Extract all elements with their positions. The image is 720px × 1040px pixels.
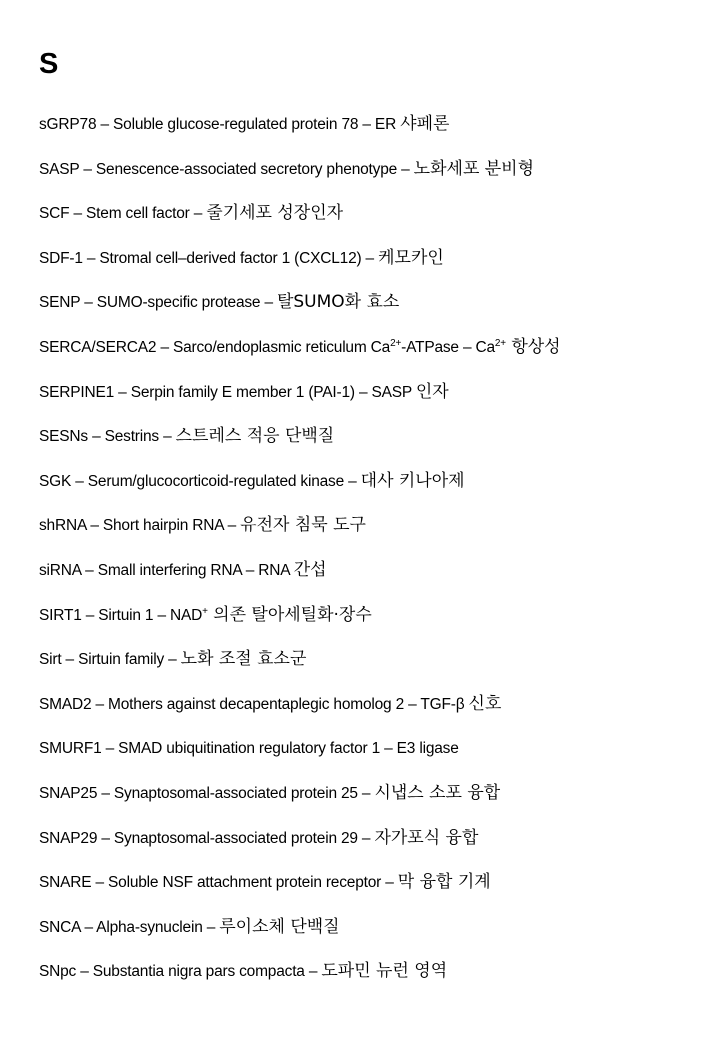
entry-korean: 자가포식 융합 xyxy=(374,827,479,848)
entry-english: Sirt – Sirtuin family – xyxy=(39,651,181,669)
entry-korean: 유전자 침묵 도구 xyxy=(240,515,366,536)
glossary-entry xyxy=(39,511,709,556)
glossary-entry xyxy=(39,155,709,200)
glossary-entry xyxy=(39,467,709,512)
entry-korean: 스트레스 적응 단백질 xyxy=(175,426,335,447)
entry-english: SESNs – Sestrins – xyxy=(39,428,176,446)
entry-english: SERCA/SERCA2 – Sarco/endoplasmic reticulum Ca xyxy=(39,338,391,356)
glossary-entry xyxy=(39,690,709,735)
glossary-entry xyxy=(39,199,709,244)
glossary-entry xyxy=(39,244,709,289)
entry-english: shRNA – Short hairpin RNA – xyxy=(39,517,241,535)
glossary-entry xyxy=(39,779,709,824)
glossary-entry xyxy=(39,422,709,467)
entry-english: SMAD2 – Mothers against decapentaplegic homolog 2 – TGF-β xyxy=(39,695,469,713)
entry-korean: 케모카인 xyxy=(378,247,444,268)
entry-superscript: 2+ xyxy=(390,337,402,349)
glossary-entry xyxy=(39,333,709,378)
glossary-list xyxy=(39,110,709,1002)
entry-english: SENP – SUMO-specific protease – xyxy=(39,294,277,312)
entry-superscript: + xyxy=(202,605,208,617)
entry-english: SNAP29 – Synaptosomal-associated protein 29 – xyxy=(39,829,375,847)
glossary-entry xyxy=(39,556,709,601)
entry-korean: 노화세포 분비형 xyxy=(413,158,535,179)
entry-english: SMURF1 – SMAD ubiquitination regulatory factor 1 – E3 ligase xyxy=(39,740,459,758)
entry-english: SIRT1 – Sirtuin 1 – NAD xyxy=(39,606,203,624)
glossary-entry xyxy=(39,913,709,958)
entry-korean: 노화 조절 효소군 xyxy=(180,649,307,670)
entry-english: SDF-1 – Stromal cell–derived factor 1 (CXCL12) – xyxy=(39,249,379,267)
entry-korean: 샤페론 xyxy=(400,114,450,134)
entry-korean: 시냅스 소포 융합 xyxy=(374,782,501,803)
glossary-entry xyxy=(39,378,709,423)
glossary-entry xyxy=(39,601,709,646)
entry-korean: 대사 키나아제 xyxy=(360,470,465,491)
entry-korean: 줄기세포 성장인자 xyxy=(206,203,344,224)
section-heading: S xyxy=(39,48,59,80)
entry-english: SNARE – Soluble NSF attachment protein receptor – xyxy=(39,874,398,892)
entry-korean: 간섭 xyxy=(293,559,327,580)
entry-english: SERPINE1 – Serpin family E member 1 (PAI-1) – SASP xyxy=(39,383,416,401)
entry-korean: 도파민 뉴런 영역 xyxy=(321,961,448,982)
entry-english: siRNA – Small interfering RNA – RNA xyxy=(39,561,294,579)
entry-korean: 의존 탈아세틸화·장수 xyxy=(207,604,372,625)
entry-english: SASP – Senescence-associated secretory phenotype – xyxy=(39,160,414,178)
entry-korean: 막 융합 기계 xyxy=(397,872,491,893)
entry-english: SNCA – Alpha-synuclein – xyxy=(39,918,220,936)
glossary-entry xyxy=(39,734,709,779)
entry-english-cont: -ATPase – Ca xyxy=(401,338,495,356)
entry-korean: 신호 xyxy=(468,693,502,714)
entry-korean: 항상성 xyxy=(505,336,561,357)
entry-english: sGRP78 – Soluble glucose-regulated protein 78 – ER xyxy=(39,116,401,133)
entry-english: SNAP25 – Synaptosomal-associated protein 25 – xyxy=(39,784,375,802)
entry-korean: 인자 xyxy=(415,381,449,402)
glossary-entry xyxy=(39,868,709,913)
entry-superscript: 2+ xyxy=(494,337,506,349)
glossary-entry xyxy=(39,824,709,869)
glossary-entry xyxy=(39,110,709,155)
glossary-entry xyxy=(39,957,709,1002)
glossary-entry xyxy=(39,288,709,333)
entry-english: SNpc – Substantia nigra pars compacta – xyxy=(39,963,322,981)
glossary-entry xyxy=(39,645,709,690)
entry-korean: 루이소체 단백질 xyxy=(219,916,340,937)
entry-english: SCF – Stem cell factor – xyxy=(39,205,207,223)
entry-korean: 탈SUMO화 효소 xyxy=(276,292,400,313)
entry-english: SGK – Serum/glucocorticoid-regulated kinase – xyxy=(39,472,361,490)
